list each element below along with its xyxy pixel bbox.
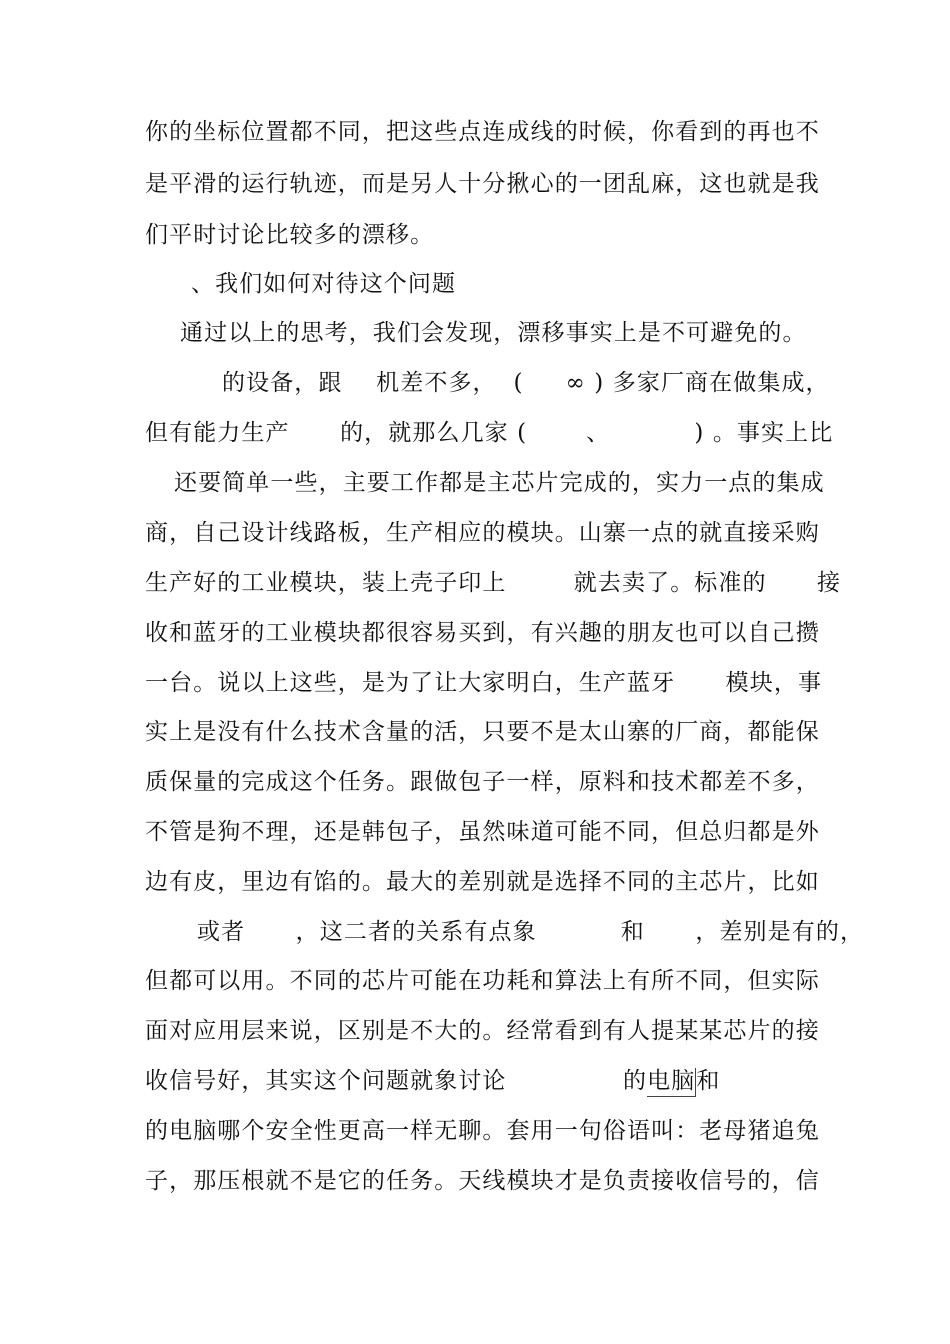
text-line: 商，自己设计线路板，生产相应的模块。山寨一点的就直接采购 (145, 520, 820, 546)
text-line: 但都可以用。不同的芯片可能在功耗和算法上有所不同，但实际 (145, 968, 820, 994)
text-line: 一台。说以上这些，是为了让大家明白，生产蓝牙 模块，事 (145, 670, 823, 696)
text-line: 收和蓝牙的工业模块都很容易买到，有兴趣的朋友也可以自己攒 (145, 620, 820, 646)
text-line: 是平滑的运行轨迹，而是另人十分揪心的一团乱麻，这也就是我 (145, 171, 820, 197)
text-line: 但有能力生产 的，就那么几家 ( 、 ) 。事实上比 (145, 420, 834, 446)
text-fragment-a: 的 (623, 1068, 648, 1094)
section-heading: 、我们如何对待这个问题 (191, 271, 457, 297)
text-line: 通过以上的思考，我们会发现，漂移事实上是不可避免的。 (180, 320, 807, 346)
text-line: 面对应用层来说，区别是不大的。经常看到有人提某某芯片的接 (145, 1018, 820, 1044)
text-line: 生产好的工业模块，装上壳子印上 就去卖了。标准的 接 (145, 570, 842, 596)
text-line: 不管是狗不理，还是韩包子，虽然味道可能不同，但总归都是外 (145, 819, 820, 845)
text-fragment (623, 1065, 720, 1097)
text-line: 边有皮，里边有馅的。最大的差别就是选择不同的主芯片，比如 (145, 869, 820, 895)
text-line: 你的坐标位置都不同，把这些点连成线的时候，你看到的再也不 (145, 119, 820, 145)
underlined-word: 电脑 (647, 1068, 696, 1097)
text-line: 子，那压根就不是它的任务。天线模块才是负责接收信号的，信 (145, 1168, 820, 1194)
text-fragment-c: 和 (696, 1068, 721, 1094)
text-line: 收信号好，其实这个问题就象讨论 (145, 1068, 507, 1094)
text-line: 们平时讨论比较多的漂移。 (145, 222, 435, 248)
text-line: 质保量的完成这个任务。跟做包子一样，原料和技术都差不多， (145, 769, 820, 795)
text-line: 或者 ，这二者的关系有点象 和 ，差别是有的， (197, 919, 865, 945)
text-line: 还要简单一些，主要工作都是主芯片完成的，实力一点的集成 (174, 470, 825, 496)
text-line: 的电脑哪个安全性更高一样无聊。套用一句俗语叫：老母猪追兔 (145, 1118, 820, 1144)
text-line: 的设备，跟 机差不多， ( ∞ ) 多家厂商在做集成， (222, 370, 830, 396)
text-line: 实上是没有什么技术含量的活，只要不是太山寨的厂商，都能保 (145, 719, 820, 745)
